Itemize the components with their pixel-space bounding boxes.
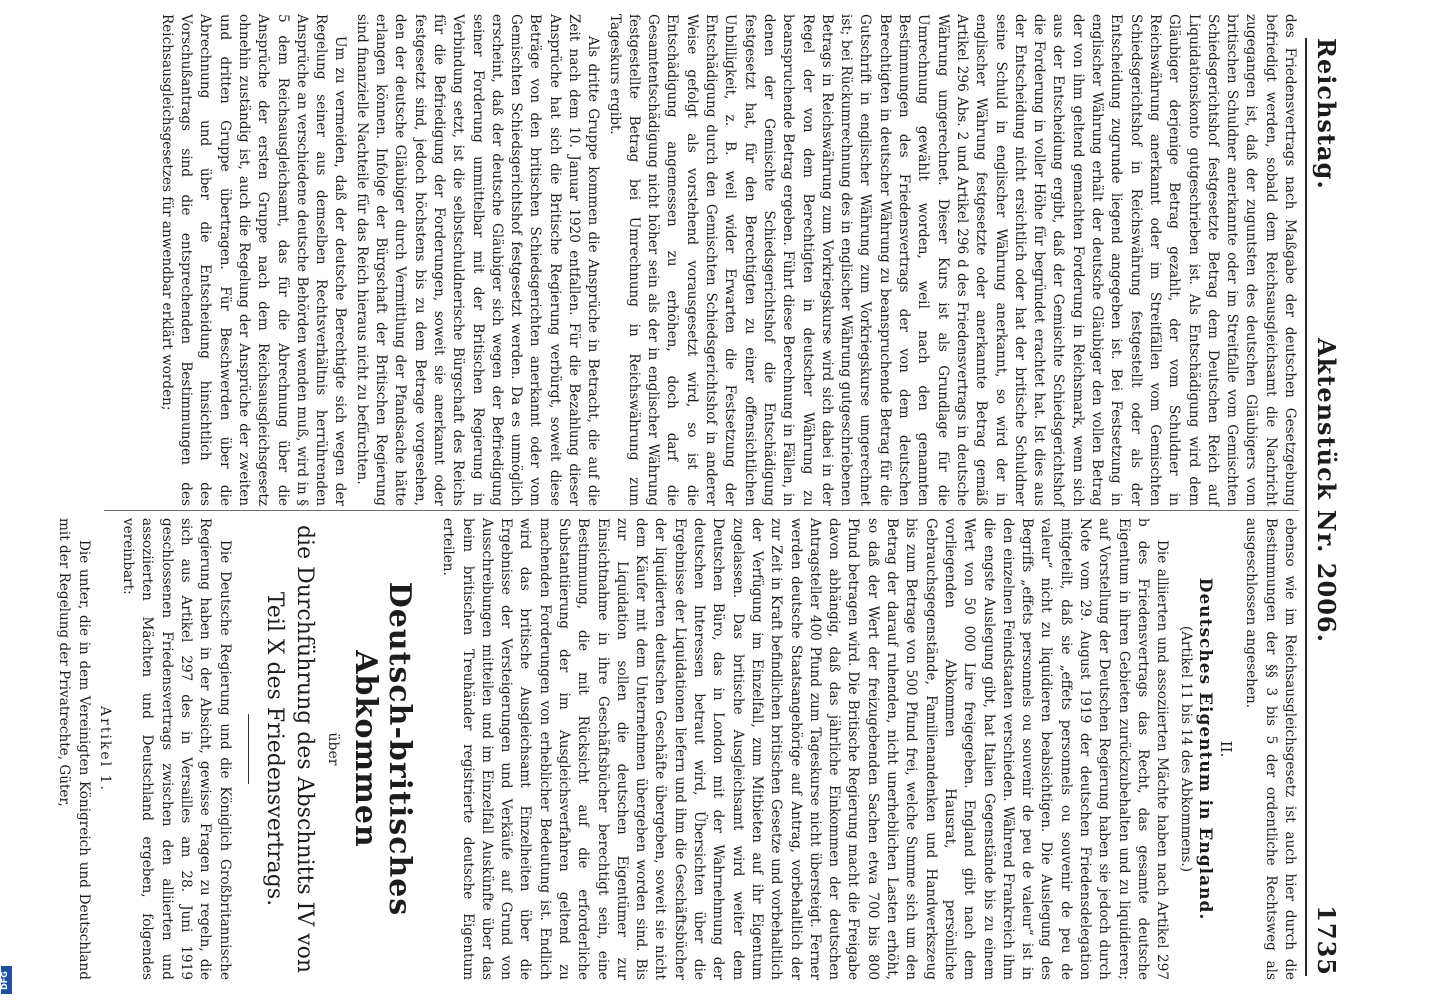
left-paragraph-3: Um zu vermeiden, daß der deutsche Berechtigte sich wegen der Regelung seiner aus demselben Rechtsverhältnis herrührenden Ansprüche an verschiedene deutsche Behörden wenden muß, wird in § 5 dem Reichsausgleichsamt, das für die Abrechnung über die Ansprüche der ersten Gruppe nach dem Reichsausgleichsgesetz ohnehin zuständig ist, auch die Regelung der Ansprüche der zweiten und dritten Gruppe übertragen. Für Beschwerden über die Abrechnung und über die Entscheidung hinsichtlich des Vorschußantrags sind die entsprechenden Bestimmungen des Reichsausgleichsgesetzes für anwendbar erklärt worden;: [158, 14, 349, 506]
section-paragraph: Die alliierten und assoziierten Mächte haben nach Artikel 297 b des Friedensvertrags das Recht, das gesamte deutsche Eigentum in ihren Gebieten zurückzubehalten und zu liquidieren; auf Vorstellung der Deutschen Regierung haben sie jedoch durch Note vom 29. August 1919 der deutschen Friedensdelegation mitgeteilt, daß sie „effets personnels ou souvenir de peu de valeur“ nicht zu liquidieren beabsichtigen. Die Auslegung des Begriffs „effets personnels ou souvenir de peu de valeur“ ist in den einzelnen Feindstaaten verschieden. Während Frankreich ihm die engste Auslegung gibt, hat Italien Gegenstände bis zu einem Wert von 50 000 Lire freigegeben. England gibt nach dem vorliegenden Abkommen Hausrat, persönliche Gebrauchsgegenstände, Familienandenken und Handwerkszeug bis zum Betrage von 500 Pfund frei, welche Summe sich um den Betrag der darauf ruhenden, nicht unerheblichen Lasten erhöht, so daß der Wert der freizugebenden Sachen etwa 700 bis 800 Pfund betragen wird. Die Britische Regierung macht die Freigabe davon abhängig, daß das jährliche Einkommen der deutschen Antragsteller 400 Pfund zum Tageskurse nicht übersteigt. Ferner werden deutsche Staatsangehörige auf Antrag, vorbehaltlich der zur Zeit in Kraft befindlichen britischen Gesetze und vorbehaltlich der Verfügung im Einzelfall, zum Mitbieten auf ihr Eigentum zugelassen. Das britische Ausgleichsamt wird weiter dem Deutschen Büro, das in London mit der Wahrnehmung der deutschen Interessen betraut wird, Übersichten über die Ergebnisse der Liquidationen liefern und ihm die Geschäftsbücher der liquidierten deutschen Geschäfte übergeben, soweit sie nicht dem Käufer mit dem Unternehmen übergeben worden sind. Bis zur Liquidation sollen die deutschen Eigentümer zur Einsichtnahme in ihre Geschäftsbücher berechtigt sein, eine Bestimmung, die mit Rücksicht auf die erforderliche Substantiierung der im Ausgleichsverfahren geltend zu machenden Forderungen von erheblicher Bedeutung ist. Endlich wird das britische Ausgleichsamt Einzelheiten über die Ergebnisse der Versteigerungen und Verkäufe auf Grund von Ausschreibungen mitteilen und im Einzelfall Auskünfte über das beim britischen Treuhänder registrierte deutsche Eigentum erteilen.: [440, 518, 1171, 980]
section-title: Deutsches Eigentum in England.: [1194, 577, 1215, 921]
header-center: Aktenstück Nr. 2006.: [1312, 338, 1341, 643]
right-column: [56, 518, 1299, 980]
running-head: [1305, 38, 1347, 976]
rotated-page: [56, 0, 1349, 1000]
article-text: Die unter, die in dem Vereinigten Königreich und Deutschland mit der Regelung der Privatrechte, Güter,: [56, 518, 92, 980]
agreement-rule: [248, 714, 249, 784]
left-paragraph-1: des Friedensvertrags nach Maßgabe der deutschen Gesetzgebung befriedigt werden, sobald dem Reichsausgleichsamt die Nachricht zugegangen ist, daß der zuguntsten des deutschen Gläubigers vom britischen Schuldner anerkannte oder im Streitfalle vom Gemischten Schiedsgerichtshof festgesetzte Betrag dem Deutschen Reich auf Liquidationskonto gutgeschrieben ist. Als Entschädigung wird dem Gläubiger derjenige Betrag gezahlt, der vom Schuldner in Reichswährung anerkannt oder im Streitfällen vom Gemischten Schiedsgerichtshof in Reichswährung festgestellt oder als der Entscheidung zugrunde liegend angegeben ist. Bei Festsetzung in englischer Währung erhält der deutsche Gläubiger den vollen Betrag der von ihm geltend gemachten Forderung in Reichsmark, wenn sich aus der Entscheidung ergibt, daß der Gemischte Schiedsgerichtshof die Forderung in voller Höhe für begründet erachtet hat. Ist dies aus der Entscheidung nicht ersichtlich oder hat der britische Schuldner seine Schuld in englischer Währung anerkannt, so wird der in englischer Währung festgesetzte oder anerkannte Betrag gemäß Artikel 296 Abs. 2 und Artikel 296 d des Friedensvertrags in deutsche Währung umgerechnet. Dieser Kurs ist als Grundlage für die Umrechnung gewählt worden, weil nach den genannten Bestimmungen des Friedensvertrags der von dem deutschen Berechtigten in deutscher Währung zu beanspruchende Betrag für die Gutschrift in englischer Währung zum Vorkriegskurse umgerechnet ist; bei Rückumrechnung des in englischer Währung gutgeschriebenen Betrags in Reichswährung zum Vorkriegskurse wird sich dabei in der Regel der von dem Berechtigten in deutscher Währung zu beanspruchende Betrag ergeben. Führt diese Berechnung in Fällen, in denen der Gemischte Schiedsgerichtshof die Entschädigung festgesetzt hat, für den Berechtigten zu einer offensichtlichen Unbilligkeit, z. B. weil wider Erwarten die Festsetzung der Entschädigung durch den Gemischten Schiedsgerichtshof in anderer Weise gefolgt als vorstehend vorausgesetzt wird, so ist die Entschädigung angemessen zu erhöhen, doch darf die Gesamtentschädigung nicht höher sein als der in englischer Währung festgestellte Betrag bei Umrechnung in Reichswährung zum Tageskurs ergibt.: [606, 14, 1298, 506]
left-column: [99, 14, 1299, 506]
article-heading: Artikel 1.: [96, 706, 113, 792]
header-page-number: 1735: [1312, 905, 1341, 976]
agreement-subtitle: die Durchführung des Abschnitts IV von Teil X des Friedensvertrags.: [261, 524, 317, 974]
dfg-logo: [1, 966, 12, 994]
agreement-preamble: Die Deutsche Regierung und die Königlich Großbritannische Regierung haben in der Absicht, gewisse Fragen zu regeln, die sich aus Artikel 297 des in Versailles am 28. Juni 1919 geschlossenen Friedensvertrags zwischen den alliierten und assoziierten Mächten und Deutschland ergeben, folgendes vereinbart:: [120, 518, 233, 980]
section-subtitle: (Artikel 11 bis 14 des Abkommens.): [1177, 625, 1194, 873]
header-left: Reichstag.: [1312, 38, 1341, 190]
left-paragraph-2: Als dritte Gruppe kommen die Ansprüche in Betracht, die auf die Zeit nach dem 10. Januar 1920 entfallen. Für die Bezahlung dieser Ansprüche hat sich die Britische Regierung verbürgt, soweit diese Beträge von den britischen Schiedsgerichten anerkannt oder vom Gemischten Schiedsgerichtshof festgesetzt werden. Da es unmöglich erscheint, daß der deutsche Gläubiger sich wegen der Befriedigung seiner Forderung unmittelbar mit der Britischen Regierung in Verbindung setzt, ist die selbstschuldnerische Bürgschaft des Reichs für die Befriedigung der Forderungen, soweit sie anerkannt oder festgesetzt sind, jedoch höchstens bis zu dem Betrage vorgesehen, den der deutsche Gläubiger durch Vermittlung der Pfandsache hätte erlangen können. Infolge der Bürgschaft der Britischen Regierung sind finanzielle Nachteile für das Reich hieraus nicht zu befürchten.: [353, 14, 602, 506]
section-number: II.: [1217, 740, 1236, 758]
agreement-ueber: über: [324, 732, 341, 766]
right-intro: ebenso wie im Reichsausgleichsgesetz ist auch hier durch die Bestimmungen der §§ 3 bis 5 der ordentliche Rechtsweg als ausgeschlossen angesehen.: [1243, 518, 1298, 980]
agreement-title: Deutsch-britisches Abkommen: [347, 581, 417, 917]
dfg-logo-text: DFG: [0, 971, 9, 990]
column-divider: [104, 510, 1299, 511]
